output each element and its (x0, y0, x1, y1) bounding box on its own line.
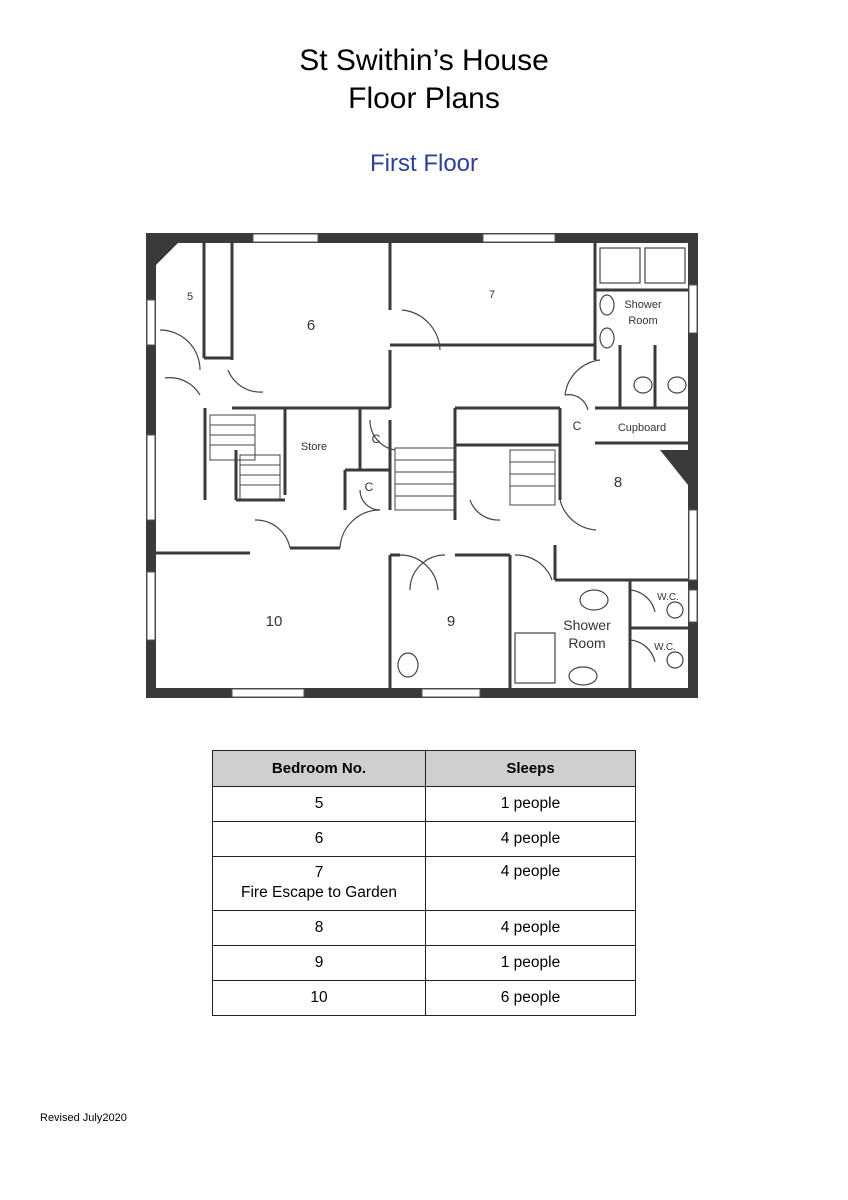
c-label-3: C (572, 419, 582, 433)
table-row (213, 981, 636, 1016)
table-row (213, 946, 636, 981)
store-label: Store (300, 441, 328, 453)
bedroom-note: Fire Escape to Garden (241, 884, 397, 901)
shower-room-top-label-2: Room (628, 315, 658, 327)
table-row (213, 822, 636, 857)
bedroom-cell (213, 857, 426, 911)
room-10-label: 10 (265, 613, 283, 630)
wc-label-1: W.C. (657, 592, 679, 603)
sleeps-cell: 4 people (426, 822, 636, 857)
fixtures (398, 248, 686, 685)
door-swings (160, 310, 658, 662)
revision-note: Revised July2020 (40, 1112, 127, 1124)
table-row (213, 911, 636, 946)
sleeps-cell: 4 people (426, 911, 636, 946)
wc-label-2: W.C. (654, 642, 676, 653)
table-row (213, 857, 636, 911)
cupboard-label: Cupboard (617, 422, 667, 434)
room-9-label: 9 (446, 613, 456, 630)
bedroom-cell: 9 (213, 946, 426, 981)
bedroom-cell: 8 (213, 911, 426, 946)
header-bedroom-no: Bedroom No. (213, 751, 426, 787)
room-6-label: 6 (306, 317, 316, 334)
stairs (210, 415, 555, 510)
document-title: St Swithin’s House (299, 44, 549, 77)
room-8-label: 8 (613, 474, 623, 491)
document-title-line2: Floor Plans (348, 82, 500, 115)
sleeps-cell: 1 people (426, 787, 636, 822)
shower-room-top-label: Shower (624, 299, 662, 311)
bedroom-cell: 5 (213, 787, 426, 822)
sleeps-cell: 4 people (426, 857, 636, 911)
room-5-label: 5 (186, 291, 194, 303)
shower-room-bottom-label: Shower (563, 617, 611, 633)
c-label-1: C (371, 432, 381, 446)
bedroom-number: 7 (314, 864, 324, 881)
c-label-2: C (364, 480, 374, 494)
sleeps-cell: 6 people (426, 981, 636, 1016)
bedroom-table (212, 750, 636, 1016)
bedroom-cell: 10 (213, 981, 426, 1016)
table-header-row (213, 751, 636, 787)
bedroom-cell: 6 (213, 822, 426, 857)
shower-room-bottom-label-2: Room (568, 635, 606, 651)
floor-subtitle: First Floor (370, 150, 478, 177)
outer-walls (146, 233, 698, 698)
room-7-label: 7 (488, 289, 496, 301)
table-row (213, 787, 636, 822)
header-sleeps: Sleeps (426, 751, 636, 787)
sleeps-cell: 1 people (426, 946, 636, 981)
